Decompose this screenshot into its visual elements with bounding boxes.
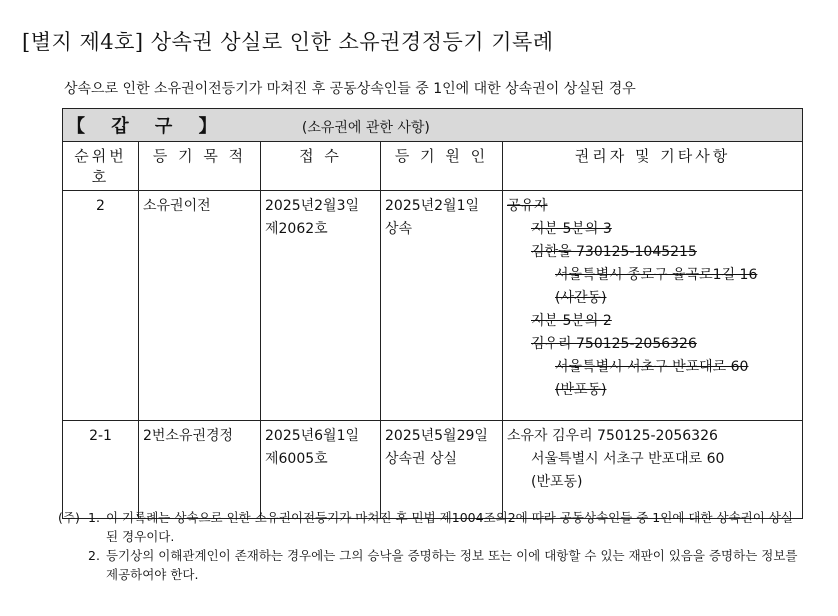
cause-cell	[381, 191, 503, 421]
footnote-item	[58, 508, 798, 546]
page-subtitle: 상속으로 인한 소유권이전등기가 마쳐진 후 공동상속인들 중 1인에 대한 상속권이 상실된 경우	[64, 81, 636, 97]
detail-line: (반포동)	[531, 474, 583, 490]
detail-line: 김한울 730125-1045215	[531, 244, 697, 260]
detail-line: 지분 5분의 3	[531, 221, 612, 237]
footnote-text: 이 기록례는 상속으로 인한 소유권이전등기가 마쳐진 후 민법 제1004조의2에 따라 공동상속인들 중 1인에 대한 상속권이 상실된 경우이다.	[106, 510, 793, 544]
purpose-cell: 소유권이전	[139, 191, 261, 421]
section-name: 【 갑 구 】	[67, 116, 227, 137]
cause-date: 2025년2월1일	[385, 198, 480, 214]
column-header-row	[63, 142, 803, 191]
header-rank: 순위번호	[63, 142, 139, 191]
footnote-text: 등기상의 이해관계인이 존재하는 경우에는 그의 승낙을 증명하는 정보 또는 이에 대항할 수 있는 재판이 있음을 증명하는 정보를 제공하여야 한다.	[106, 548, 798, 582]
purpose-cell: 2번소유권경정	[139, 421, 261, 519]
receipt-date: 2025년2월3일	[265, 198, 360, 214]
table-row	[63, 421, 803, 519]
footnote-number: 2.	[88, 548, 100, 563]
details-cell	[503, 191, 803, 421]
detail-line: 서울특별시 종로구 율곡로1길 16	[555, 267, 758, 283]
detail-line: 소유자 김우리 750125-2056326	[507, 428, 718, 444]
receipt-number: 제2062호	[265, 221, 328, 237]
footnote-number: 1.	[88, 510, 100, 525]
detail-line: 서울특별시 서초구 반포대로 60	[555, 359, 749, 375]
cause-cell	[381, 421, 503, 519]
cause-text: 상속권 상실	[385, 451, 458, 467]
header-details: 권리자 및 기타사항	[503, 142, 803, 191]
footnote-item	[58, 546, 798, 584]
receipt-date: 2025년6월1일	[265, 428, 360, 444]
rank-cell: 2	[63, 191, 139, 421]
footnote-prefix: (주)	[58, 510, 80, 525]
registry-table	[62, 108, 803, 519]
detail-line: 지분 5분의 2	[531, 313, 612, 329]
receipt-cell	[261, 191, 381, 421]
detail-line: 김우리 750125-2056326	[531, 336, 697, 352]
section-header-row	[63, 109, 803, 142]
detail-line: 공유자	[507, 198, 548, 214]
cause-text: 상속	[385, 221, 413, 237]
receipt-number: 제6005호	[265, 451, 328, 467]
receipt-cell	[261, 421, 381, 519]
section-description: (소유권에 관한 사항)	[301, 120, 430, 136]
header-receipt: 접 수	[261, 142, 381, 191]
page-title: [별지 제4호] 상속권 상실로 인한 소유권경정등기 기록례	[22, 30, 554, 54]
section-header-cell	[63, 109, 803, 142]
table-row	[63, 191, 803, 421]
cause-date: 2025년5월29일	[385, 428, 488, 444]
detail-line: 서울특별시 서초구 반포대로 60	[531, 451, 725, 467]
header-purpose: 등 기 목 적	[139, 142, 261, 191]
detail-line: (사간동)	[555, 290, 607, 306]
header-cause: 등 기 원 인	[381, 142, 503, 191]
footnotes	[58, 508, 798, 584]
detail-line: (반포동)	[555, 382, 607, 398]
rank-cell: 2-1	[63, 421, 139, 519]
details-cell	[503, 421, 803, 519]
